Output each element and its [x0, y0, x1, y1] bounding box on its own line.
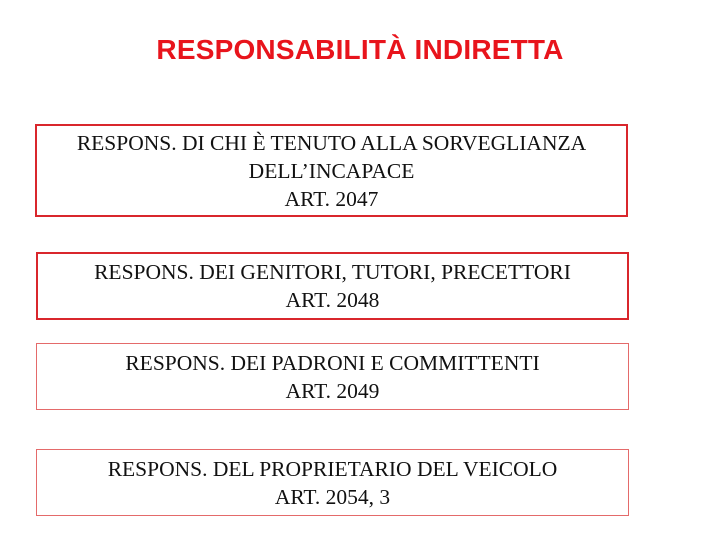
box-art-2049: [36, 343, 629, 410]
box-art-2048: [36, 252, 629, 320]
box-art-2047: [35, 124, 628, 217]
box-heading: RESPONS. DEL PROPRIETARIO DEL VEICOLO: [107, 456, 558, 481]
box-heading: RESPONS. DEI PADRONI E COMMITTENTI: [125, 350, 540, 375]
box-heading-cont: DELL’INCAPACE: [248, 158, 415, 183]
box-article: ART. 2047: [284, 186, 379, 211]
box-heading: RESPONS. DI CHI È TENUTO ALLA SORVEGLIANZA: [76, 130, 587, 155]
page-title: RESPONSABILITÀ INDIRETTA: [156, 34, 564, 65]
box-article: ART. 2048: [285, 288, 380, 312]
box-art-2054: [36, 449, 629, 516]
box-article: ART. 2054, 3: [274, 484, 391, 509]
box-article: ART. 2049: [285, 378, 380, 403]
box-heading: RESPONS. DEI GENITORI, TUTORI, PRECETTORI: [94, 260, 571, 284]
